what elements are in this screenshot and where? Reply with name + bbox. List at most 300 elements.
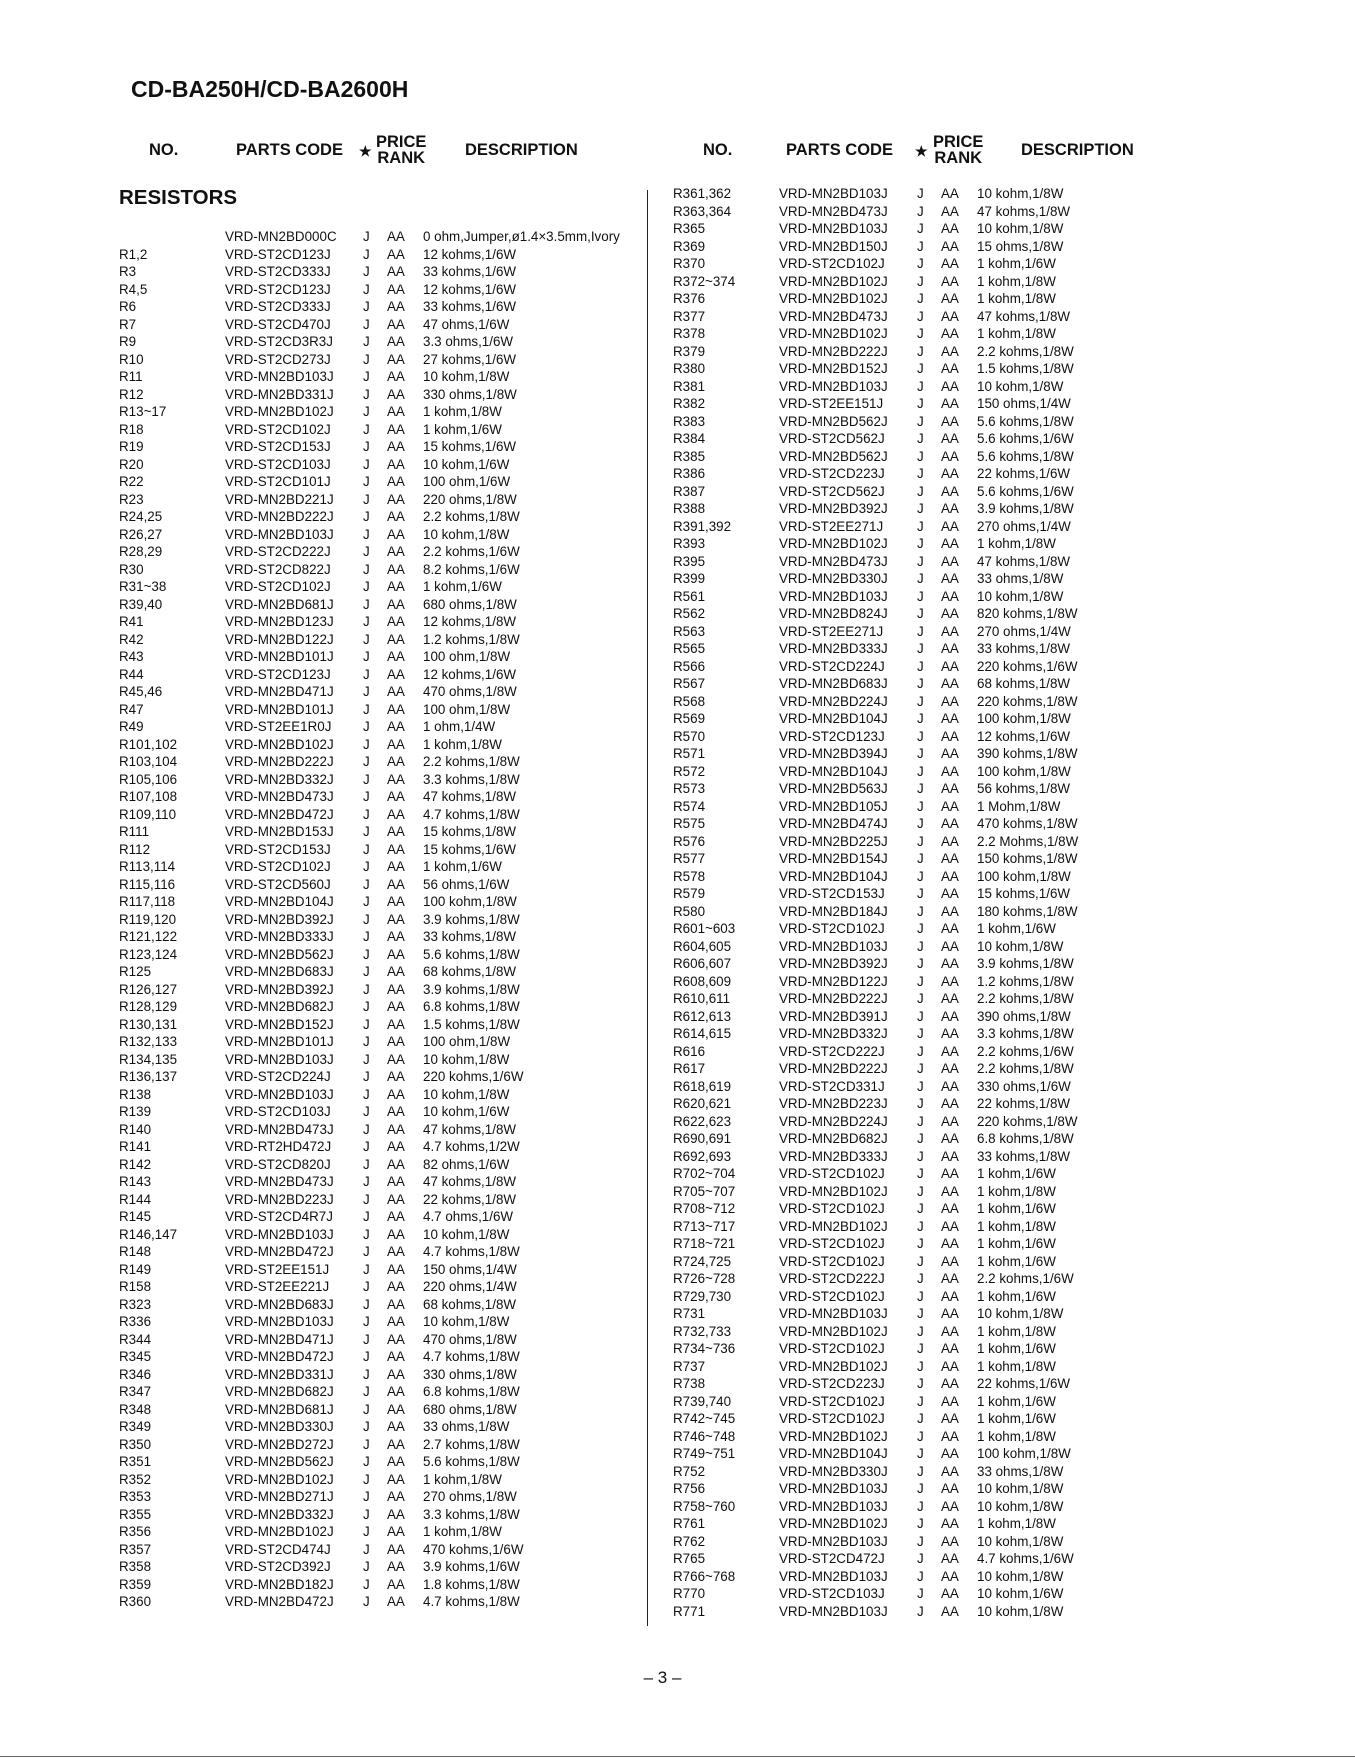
price-rank: AA xyxy=(941,728,959,744)
part-number: R399 xyxy=(673,571,706,586)
part-number: R141 xyxy=(119,1139,152,1154)
price-rank: AA xyxy=(941,1498,959,1514)
part-description: 100 ohm,1/8W xyxy=(423,701,511,717)
part-code: VRD-ST2CD820J xyxy=(225,1156,331,1172)
part-mark: J xyxy=(917,1008,924,1024)
part-description: 3.9 kohms,1/8W xyxy=(423,981,520,997)
price-rank: AA xyxy=(941,1236,959,1251)
part-description: 220 kohms,1/8W xyxy=(977,1113,1078,1129)
price-rank: AA xyxy=(387,1016,405,1032)
part-description: 680 ohms,1/8W xyxy=(423,1401,517,1417)
price-rank: AA xyxy=(941,501,959,516)
part-code: VRD-MN2BD332J xyxy=(779,1026,888,1041)
part-code: VRD-MN2BD681J xyxy=(225,1401,334,1417)
part-description: 1 kohm,1/6W xyxy=(977,1393,1056,1409)
part-code: VRD-ST2CD153J xyxy=(225,841,331,857)
part-mark: J xyxy=(917,623,924,639)
part-mark: J xyxy=(363,404,370,419)
price-rank: AA xyxy=(387,1034,405,1049)
part-number: R43 xyxy=(119,649,144,664)
part-mark: J xyxy=(363,1139,370,1154)
part-description: 33 kohms,1/6W xyxy=(423,299,517,314)
part-number: R377 xyxy=(673,308,706,324)
part-number: R576 xyxy=(673,833,706,849)
part-description: 2.2 kohms,1/8W xyxy=(977,1061,1074,1076)
price-rank: AA xyxy=(387,1174,405,1189)
part-number: R380 xyxy=(673,361,706,376)
part-code: VRD-ST2EE271J xyxy=(779,518,884,534)
part-description: 1 kohm,1/6W xyxy=(977,1201,1056,1216)
price-rank: AA xyxy=(941,921,959,936)
price-rank: AA xyxy=(941,1043,959,1059)
part-number: R357 xyxy=(119,1541,152,1557)
part-description: 10 kohm,1/8W xyxy=(977,221,1064,236)
price-rank: AA xyxy=(387,789,405,804)
part-number: R566 xyxy=(673,658,706,674)
price-rank: AA xyxy=(941,903,959,919)
part-code: VRD-MN2BD103J xyxy=(779,378,888,394)
part-code: VRD-ST2EE151J xyxy=(225,1261,330,1277)
part-mark: J xyxy=(917,431,924,446)
part-description: 1 kohm,1/6W xyxy=(977,1236,1056,1251)
part-code: VRD-MN2BD472J xyxy=(225,806,334,822)
part-description: 1 kohm,1/6W xyxy=(977,256,1056,271)
part-number: R350 xyxy=(119,1436,152,1452)
part-description: 220 ohms,1/4W xyxy=(423,1279,517,1294)
part-number: R761 xyxy=(673,1516,706,1531)
part-number: R567 xyxy=(673,676,706,691)
part-mark: J xyxy=(363,316,370,332)
header-price-rank xyxy=(933,134,983,166)
part-mark: J xyxy=(917,1533,924,1549)
price-rank: AA xyxy=(941,448,959,464)
part-number: R563 xyxy=(673,623,706,639)
part-description: 2.2 kohms,1/6W xyxy=(977,1043,1074,1059)
price-rank: AA xyxy=(387,911,405,927)
price-rank: AA xyxy=(387,579,405,594)
part-code: VRD-MN2BD103J xyxy=(225,1226,334,1242)
part-code: VRD-MN2BD101J xyxy=(225,701,334,717)
part-mark: J xyxy=(917,378,924,394)
price-rank: AA xyxy=(387,439,405,454)
part-description: 5.6 kohms,1/6W xyxy=(977,483,1074,499)
part-number: R370 xyxy=(673,256,706,271)
price-rank: AA xyxy=(941,536,959,551)
part-code: VRD-MN2BD331J xyxy=(225,1366,334,1382)
part-mark: J xyxy=(363,596,370,612)
part-description: 4.7 kohms,1/8W xyxy=(423,1594,520,1609)
part-description: 1 kohm,1/8W xyxy=(423,1471,502,1487)
price-rank: AA xyxy=(941,588,959,604)
price-rank: AA xyxy=(387,369,405,384)
part-number: R620,621 xyxy=(673,1096,732,1111)
part-code: VRD-RT2HD472J xyxy=(225,1139,332,1154)
part-description: 68 kohms,1/8W xyxy=(977,676,1071,691)
header-description: DESCRIPTION xyxy=(1021,141,1134,159)
part-mark: J xyxy=(917,658,924,674)
part-description: 3.3 kohms,1/8W xyxy=(423,771,520,787)
price-rank: AA xyxy=(941,1271,959,1286)
part-code: VRD-MN2BD221J xyxy=(225,491,334,507)
price-rank: AA xyxy=(941,1516,959,1531)
part-code: VRD-MN2BD104J xyxy=(779,868,888,884)
price-rank: AA xyxy=(387,544,405,559)
part-code: VRD-MN2BD102J xyxy=(779,1323,888,1339)
part-code: VRD-MN2BD103J xyxy=(225,526,334,542)
price-rank: AA xyxy=(387,1401,405,1417)
part-code: VRD-MN2BD222J xyxy=(225,509,334,524)
price-rank: AA xyxy=(941,676,959,691)
part-description: 1 kohm,1/8W xyxy=(977,1323,1056,1339)
part-mark: J xyxy=(363,666,370,682)
part-code: VRD-MN2BD104J xyxy=(779,711,888,726)
header-parts-code: PARTS CODE xyxy=(786,141,893,159)
part-code: VRD-ST2CD123J xyxy=(779,728,885,744)
price-rank: AA xyxy=(941,238,959,254)
part-number: R739,740 xyxy=(673,1393,732,1409)
part-code: VRD-MN2BD331J xyxy=(225,386,334,402)
price-rank: AA xyxy=(941,343,959,359)
part-code: VRD-ST2CD153J xyxy=(225,439,331,454)
price-rank: AA xyxy=(387,964,405,979)
part-code: VRD-MN2BD101J xyxy=(225,649,334,664)
part-description: 2.2 kohms,1/8W xyxy=(977,991,1074,1006)
part-description: 1 kohm,1/8W xyxy=(423,1524,502,1539)
part-mark: J xyxy=(917,273,924,289)
part-description: 10 kohm,1/8W xyxy=(977,1498,1064,1514)
price-rank: AA xyxy=(941,1603,959,1619)
part-description: 1 kohm,1/6W xyxy=(977,1411,1056,1426)
part-mark: J xyxy=(917,256,924,271)
part-description: 3.9 kohms,1/8W xyxy=(977,501,1074,516)
part-description: 150 ohms,1/4W xyxy=(423,1261,517,1277)
part-mark: J xyxy=(363,439,370,454)
part-description: 33 kohms,1/8W xyxy=(423,929,517,944)
price-rank: AA xyxy=(941,1096,959,1111)
part-number: R103,104 xyxy=(119,754,178,769)
part-number: R358 xyxy=(119,1559,152,1574)
part-mark: J xyxy=(363,1489,370,1504)
header-star-icon: ★ xyxy=(359,143,372,159)
part-code: VRD-MN2BD471J xyxy=(225,684,334,699)
part-mark: J xyxy=(917,238,924,254)
part-description: 1 kohm,1/8W xyxy=(977,1183,1056,1199)
part-description: 10 kohm,1/8W xyxy=(423,1051,510,1067)
part-mark: J xyxy=(917,798,924,814)
part-mark: J xyxy=(363,1069,370,1084)
part-description: 56 ohms,1/6W xyxy=(423,876,510,892)
price-rank: AA xyxy=(387,526,405,542)
part-number: R20 xyxy=(119,456,144,472)
part-number: R3 xyxy=(119,264,137,279)
part-mark: J xyxy=(363,421,370,437)
part-description: 100 kohm,1/8W xyxy=(423,894,517,909)
part-code: VRD-MN2BD122J xyxy=(779,973,888,989)
part-mark: J xyxy=(363,1331,370,1347)
part-number: R618,619 xyxy=(673,1078,732,1094)
price-rank: AA xyxy=(387,666,405,682)
part-mark: J xyxy=(363,929,370,944)
part-code: VRD-ST2CD102J xyxy=(779,1411,885,1426)
price-rank: AA xyxy=(387,1471,405,1487)
part-number: R369 xyxy=(673,238,706,254)
part-description: 10 kohm,1/8W xyxy=(423,369,510,384)
part-description: 10 kohm,1/8W xyxy=(423,1086,510,1102)
part-code: VRD-MN2BD103J xyxy=(779,588,888,604)
part-number: R381 xyxy=(673,378,706,394)
part-code: VRD-ST2CD223J xyxy=(779,466,885,481)
part-number: R323 xyxy=(119,1296,152,1312)
part-description: 100 kohm,1/8W xyxy=(977,711,1071,726)
part-mark: J xyxy=(363,1016,370,1032)
part-code: VRD-MN2BD103J xyxy=(225,1314,334,1329)
part-number: R45,46 xyxy=(119,684,163,699)
price-rank: AA xyxy=(387,229,405,244)
part-mark: J xyxy=(363,491,370,507)
part-code: VRD-MN2BD682J xyxy=(779,1131,888,1146)
part-description: 2.7 kohms,1/8W xyxy=(423,1436,520,1452)
part-code: VRD-ST2CD472J xyxy=(779,1551,885,1566)
part-code: VRD-MN2BD682J xyxy=(225,999,334,1014)
price-rank: AA xyxy=(941,1201,959,1216)
part-number: R724,725 xyxy=(673,1253,732,1269)
part-description: 100 kohm,1/8W xyxy=(977,763,1071,779)
price-rank: AA xyxy=(941,203,959,219)
part-code: VRD-MN2BD102J xyxy=(779,1428,888,1444)
part-description: 390 kohms,1/8W xyxy=(977,746,1078,761)
part-code: VRD-ST2CD331J xyxy=(779,1078,885,1094)
price-rank: AA xyxy=(941,711,959,726)
part-number: R705~707 xyxy=(673,1183,736,1199)
part-description: 10 kohm,1/6W xyxy=(423,456,510,472)
part-mark: J xyxy=(363,334,370,349)
price-rank: AA xyxy=(387,701,405,717)
price-rank: AA xyxy=(387,754,405,769)
part-code: VRD-MN2BD271J xyxy=(225,1489,334,1504)
part-description: 47 kohms,1/8W xyxy=(977,203,1071,219)
part-code: VRD-MN2BD392J xyxy=(225,981,334,997)
part-mark: J xyxy=(363,649,370,664)
part-description: 3.3 kohms,1/8W xyxy=(977,1026,1074,1041)
header-star-icon: ★ xyxy=(915,143,928,159)
part-code: VRD-MN2BD222J xyxy=(779,343,888,359)
price-rank: AA xyxy=(387,404,405,419)
part-code: VRD-MN2BD472J xyxy=(225,1349,334,1364)
part-number: R608,609 xyxy=(673,973,732,989)
part-number: R123,124 xyxy=(119,946,178,962)
part-number: R12 xyxy=(119,386,144,402)
part-number: R571 xyxy=(673,746,706,761)
price-rank: AA xyxy=(387,736,405,752)
price-rank: AA xyxy=(387,1366,405,1382)
part-code: VRD-ST2CD223J xyxy=(779,1376,885,1391)
part-number: R569 xyxy=(673,711,706,726)
part-description: 1 kohm,1/8W xyxy=(977,1516,1056,1531)
price-rank: AA xyxy=(387,1506,405,1522)
part-number: R395 xyxy=(673,553,706,569)
part-number: R148 xyxy=(119,1244,152,1259)
part-mark: J xyxy=(917,1586,924,1601)
part-description: 4.7 kohms,1/6W xyxy=(977,1551,1074,1566)
part-code: VRD-ST2CD224J xyxy=(779,658,885,674)
part-description: 1.8 kohms,1/8W xyxy=(423,1576,520,1592)
part-mark: J xyxy=(917,641,924,656)
part-description: 0 ohm,Jumper,ø1.4×3.5mm,Ivory xyxy=(423,229,620,244)
part-number: R737 xyxy=(673,1358,706,1374)
part-mark: J xyxy=(917,203,924,219)
part-code: VRD-MN2BD683J xyxy=(779,676,888,691)
price-rank: AA xyxy=(387,1069,405,1084)
part-number: R146,147 xyxy=(119,1226,178,1242)
part-code: VRD-MN2BD103J xyxy=(779,1603,888,1619)
price-rank: AA xyxy=(387,1086,405,1102)
part-number: R570 xyxy=(673,728,706,744)
part-code: VRD-MN2BD333J xyxy=(225,929,334,944)
part-description: 270 ohms,1/4W xyxy=(977,623,1071,639)
part-number: R726~728 xyxy=(673,1271,736,1286)
part-mark: J xyxy=(363,561,370,577)
part-description: 22 kohms,1/6W xyxy=(977,466,1071,481)
section-title: RESISTORS xyxy=(119,186,238,209)
part-number: R149 xyxy=(119,1261,152,1277)
part-number: R601~603 xyxy=(673,921,736,936)
part-number: R731 xyxy=(673,1306,706,1321)
part-code: VRD-MN2BD473J xyxy=(225,789,334,804)
part-number: R101,102 xyxy=(119,736,178,752)
part-code: VRD-MN2BD224J xyxy=(779,693,888,709)
part-mark: J xyxy=(363,579,370,594)
part-description: 10 kohm,1/8W xyxy=(977,378,1064,394)
part-description: 10 kohm,1/8W xyxy=(977,1481,1064,1496)
part-mark: J xyxy=(363,1034,370,1049)
part-code: VRD-MN2BD103J xyxy=(779,1306,888,1321)
part-mark: J xyxy=(363,981,370,997)
part-code: VRD-MN2BD103J xyxy=(779,221,888,236)
part-mark: J xyxy=(917,693,924,709)
part-code: VRD-ST2CD102J xyxy=(779,1288,885,1304)
price-rank: AA xyxy=(387,1384,405,1399)
price-rank: AA xyxy=(387,1261,405,1277)
part-description: 5.6 kohms,1/6W xyxy=(977,431,1074,446)
part-mark: J xyxy=(917,956,924,971)
price-rank: AA xyxy=(941,1533,959,1549)
price-rank: AA xyxy=(941,1551,959,1566)
part-number: R158 xyxy=(119,1279,152,1294)
part-number: R128,129 xyxy=(119,999,178,1014)
part-number: R44 xyxy=(119,666,144,682)
part-description: 5.6 kohms,1/8W xyxy=(423,946,520,962)
part-description: 5.6 kohms,1/8W xyxy=(977,413,1074,429)
part-code: VRD-MN2BD330J xyxy=(779,571,888,586)
part-code: VRD-MN2BD473J xyxy=(779,203,888,219)
part-mark: J xyxy=(363,1384,370,1399)
part-number: R363,364 xyxy=(673,203,732,219)
part-description: 270 ohms,1/4W xyxy=(977,518,1071,534)
part-description: 1 kohm,1/6W xyxy=(423,579,502,594)
part-code: VRD-MN2BD000C xyxy=(225,229,337,244)
part-number: R568 xyxy=(673,693,706,709)
part-number: R562 xyxy=(673,606,706,621)
part-description: 22 kohms,1/8W xyxy=(423,1191,517,1207)
part-code: VRD-ST2CD392J xyxy=(225,1559,331,1574)
part-number: R105,106 xyxy=(119,771,178,787)
part-description: 33 ohms,1/8W xyxy=(423,1419,510,1434)
part-description: 180 kohms,1/8W xyxy=(977,903,1078,919)
part-description: 330 ohms,1/8W xyxy=(423,1366,517,1382)
part-mark: J xyxy=(363,1244,370,1259)
part-description: 12 kohms,1/8W xyxy=(423,614,517,629)
part-code: VRD-MN2BD330J xyxy=(225,1419,334,1434)
part-description: 1 kohm,1/6W xyxy=(977,1166,1056,1181)
part-code: VRD-MN2BD473J xyxy=(225,1121,334,1137)
part-description: 100 kohm,1/8W xyxy=(977,868,1071,884)
part-code: VRD-ST2CD333J xyxy=(225,264,331,279)
part-description: 47 kohms,1/8W xyxy=(423,1174,517,1189)
part-number: R756 xyxy=(673,1481,706,1496)
price-rank: AA xyxy=(941,1428,959,1444)
part-number: R119,120 xyxy=(119,911,177,927)
part-code: VRD-ST2CD474J xyxy=(225,1541,331,1557)
price-rank: AA xyxy=(387,246,405,262)
price-rank: AA xyxy=(387,1139,405,1154)
price-rank: AA xyxy=(941,1061,959,1076)
price-rank: AA xyxy=(387,999,405,1014)
part-mark: J xyxy=(363,246,370,262)
part-mark: J xyxy=(917,186,924,201)
part-number: R575 xyxy=(673,816,706,831)
part-code: VRD-MN2BD103J xyxy=(225,369,334,384)
part-number: R47 xyxy=(119,701,144,717)
part-number: R574 xyxy=(673,798,706,814)
part-description: 47 kohms,1/8W xyxy=(977,553,1071,569)
part-code: VRD-MN2BD102J xyxy=(225,1524,334,1539)
part-description: 3.3 ohms,1/6W xyxy=(423,334,514,349)
part-code: VRD-ST2CD102J xyxy=(779,1236,885,1251)
part-number: R355 xyxy=(119,1506,152,1522)
part-description: 2.2 kohms,1/8W xyxy=(423,509,520,524)
price-rank: AA xyxy=(941,291,959,306)
price-rank: AA xyxy=(941,746,959,761)
part-number: R393 xyxy=(673,536,706,551)
part-number: R752 xyxy=(673,1463,706,1479)
part-mark: J xyxy=(363,701,370,717)
part-number: R372~374 xyxy=(673,273,736,289)
part-description: 150 kohms,1/8W xyxy=(977,851,1078,866)
part-code: VRD-ST2CD102J xyxy=(225,579,331,594)
part-mark: J xyxy=(917,1463,924,1479)
part-code: VRD-ST2CD103J xyxy=(779,1586,885,1601)
price-rank: AA xyxy=(387,351,405,367)
part-description: 10 kohm,1/8W xyxy=(977,1603,1064,1619)
part-number: R132,133 xyxy=(119,1034,178,1049)
part-mark: J xyxy=(917,1516,924,1531)
price-rank: AA xyxy=(941,816,959,831)
part-description: 10 kohm,1/6W xyxy=(977,1586,1064,1601)
part-description: 470 ohms,1/8W xyxy=(423,684,517,699)
part-mark: J xyxy=(363,509,370,524)
part-code: VRD-ST2CD102J xyxy=(779,921,885,936)
price-rank: AA xyxy=(387,299,405,314)
price-rank: AA xyxy=(941,781,959,796)
part-mark: J xyxy=(917,1481,924,1496)
part-mark: J xyxy=(917,1113,924,1129)
part-code: VRD-MN2BD824J xyxy=(779,606,888,621)
part-code: VRD-ST2CD562J xyxy=(779,483,885,499)
part-code: VRD-ST2CD102J xyxy=(779,1166,885,1181)
part-code: VRD-ST2CD103J xyxy=(225,1104,331,1119)
price-rank: AA xyxy=(941,1341,959,1356)
part-mark: J xyxy=(363,1104,370,1119)
